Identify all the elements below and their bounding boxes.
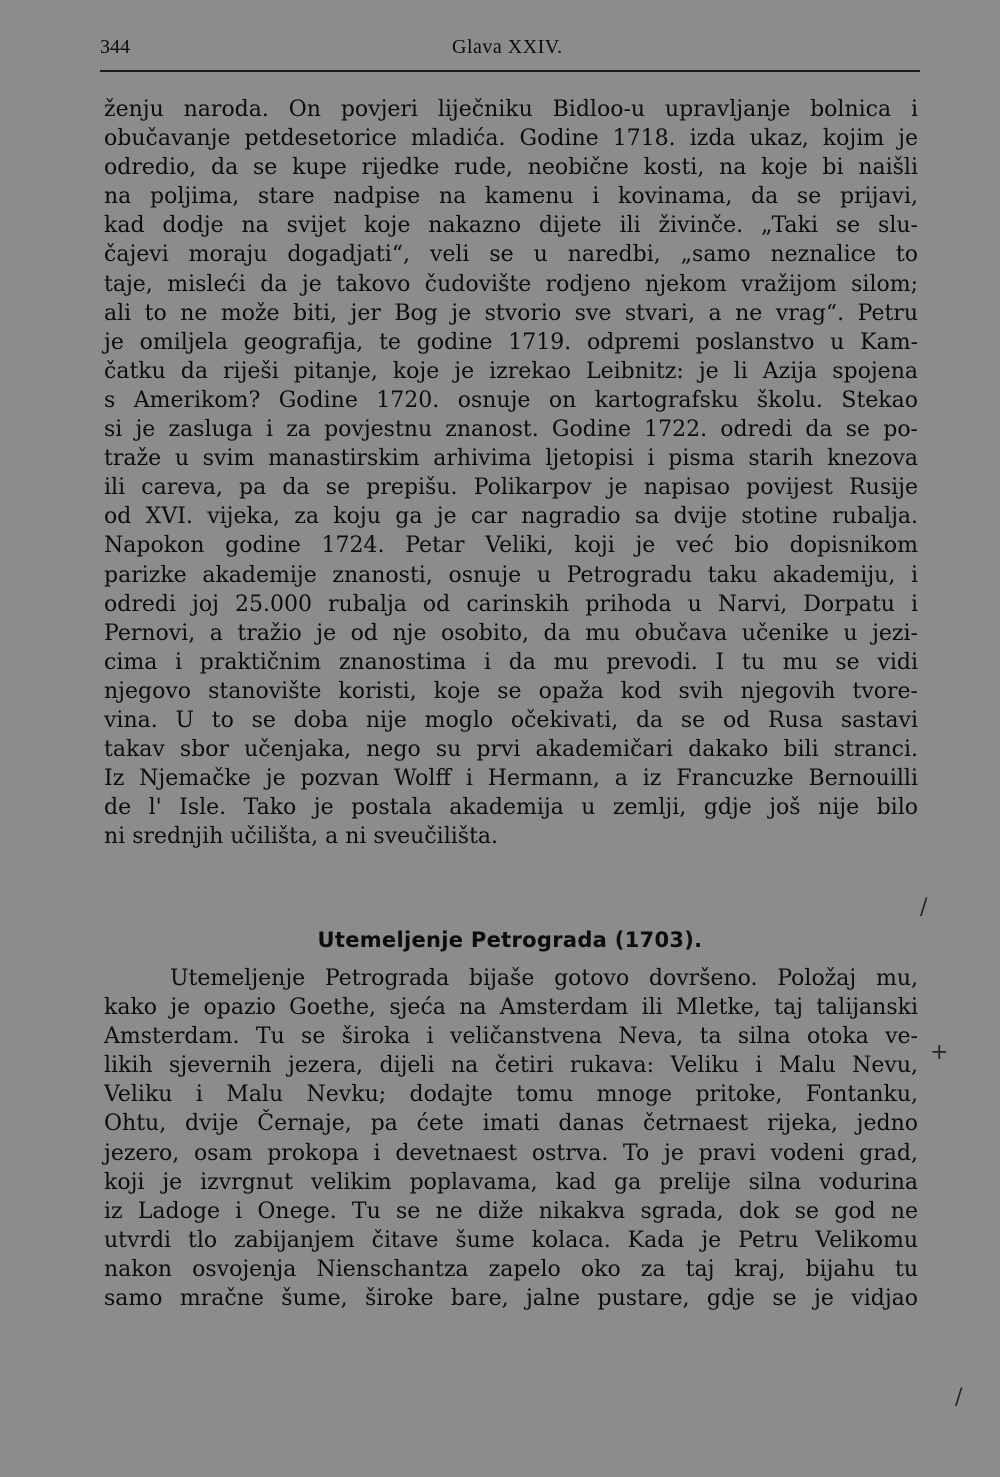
margin-mark: / [920,895,928,920]
text-line: vina. U to se doba nije moglo očekivati, da se od Rusa sastavi [104,707,918,733]
text-line: Utemeljenje Petrograda bijaše gotovo dovršeno. Položaj mu, [170,966,918,991]
text-line: odredio, da se kupe rijedke rude, neobične kosti, na koje bi naišli [104,155,918,181]
margin-mark: + [930,1040,949,1065]
text-line: koji je izvrgnut velikim poplavama, kad ga prelije silna vodurina [104,1169,918,1195]
text-line: Iz Njemačke je pozvan Wolff i Hermann, a iz Francuzke Bernouilli [104,766,918,792]
text-line: iz Ladoge i Onege. Tu se ne diže nikakva sgrada, dok se god ne [104,1198,918,1224]
text-line: na poljima, stare nadpise na kamenu i kovinama, da se prijavi, [104,184,918,210]
text-line: ženju naroda. On povjeri liječniku Bidloo-u upravljanje bolnica i [104,97,918,122]
text-line: Napokon godine 1724. Petar Veliki, koji je već bio dopisnikom [104,533,918,559]
text-line: jezero, osam prokopa i devetnaest ostrva. To je pravi vodeni grad, [104,1140,918,1166]
text-line: Veliku i Malu Nevku; dodajte tomu mnoge pritoke, Fontanku, [104,1082,918,1108]
text-line: samo mračne šume, široke bare, jalne pustare, gdje se je vidjao [104,1286,918,1312]
text-line: Amsterdam. Tu se široka i veličanstvena Neva, ta silna otoka ve- [104,1024,918,1050]
text-line: obučavanje petdesetorice mladića. Godine 1718. izda ukaz, kojim je [104,126,918,152]
page-number: 344 [100,36,130,58]
text-line: nakon osvojenja Nienschantza zapelo oko za taj kraj, bijahu tu [104,1256,918,1282]
text-line: Pernovi, a tražio je od nje osobito, da mu obučava učenike u jezi- [104,620,918,646]
text-line: de l' Isle. Tako je postala akademija u zemlji, gdje još nije bilo [104,795,918,821]
text-line: ali to ne može biti, jer Bog je stvorio sve stvari, a ne vrag“. Petru [104,300,918,326]
margin-mark: / [955,1385,963,1410]
text-line: taje, misleći da je takovo čudovište rodjeno njekom vražijom silom; [104,271,918,297]
running-head [100,36,920,66]
text-line: traže u svim manastirskim arhivima ljetopisi i pisma starih knezova [104,446,918,472]
text-line: takav sbor učenjaka, nego su prvi akademičari dakako bili stranci. [104,737,918,763]
header-rule [100,70,920,72]
text-line: ili careva, pa da se prepišu. Polikarpov je napisao povijest Rusije [104,475,918,501]
text-line: čatku da riješi pitanje, koje je izrekao Leibnitz: je li Azija spojena [104,358,918,384]
text-line: čajevi moraju dogadjati“, veli se u naredbi, „samo neznalice to [104,242,918,268]
text-line: si je zasluga i za povjestnu znanost. Godine 1722. odredi da se po- [104,417,918,443]
text-line: utvrdi tlo zabijanjem čitave šume kolaca. Kada je Petru Velikomu [104,1227,918,1253]
text-line: Ohtu, dvije Černaje, pa ćete imati danas četrnaest rijeka, jedno [104,1111,918,1137]
text-line: je omiljela geografija, te godine 1719. odpremi poslanstvo u Kam- [104,329,918,355]
chapter-title: Glava XXIV. [452,36,563,58]
text-line: od XVI. vijeka, za koju ga je car nagradio sa dvije stotine rubalja. [104,504,918,530]
text-line: odredi joj 25.000 rubalja od carinskih prihoda u Narvi, Dorpatu i [104,591,918,617]
text-line: ni srednjih učilišta, a ni sveučilišta. [104,824,499,850]
text-line: kako je opazio Goethe, sjeća na Amsterdam ili Mletke, taj talijanski [104,995,918,1021]
text-line: s Amerikom? Godine 1720. osnuje on kartografsku školu. Stekao [104,387,918,413]
text-line: parizke akademije znanosti, osnuje u Petrogradu taku akademiju, i [104,562,918,588]
text-line: kad dodje na svijet koje nakazno dijete ili živinče. „Taki se slu- [104,213,918,239]
text-line: njegovo stanovište koristi, koje se opaža kod svih njegovih tvore- [104,678,918,704]
section-heading: Utemeljenje Petrograda (1703). [317,928,703,952]
paragraph-peter-reforms [104,95,918,851]
paragraph-petrograd-founding [104,964,918,1313]
text-line: cima i praktičnim znanostima i da mu prevodi. I tu mu se vidi [104,649,918,675]
text-line: likih sjevernih jezera, dijeli na četiri rukava: Veliku i Malu Nevu, [104,1053,918,1079]
